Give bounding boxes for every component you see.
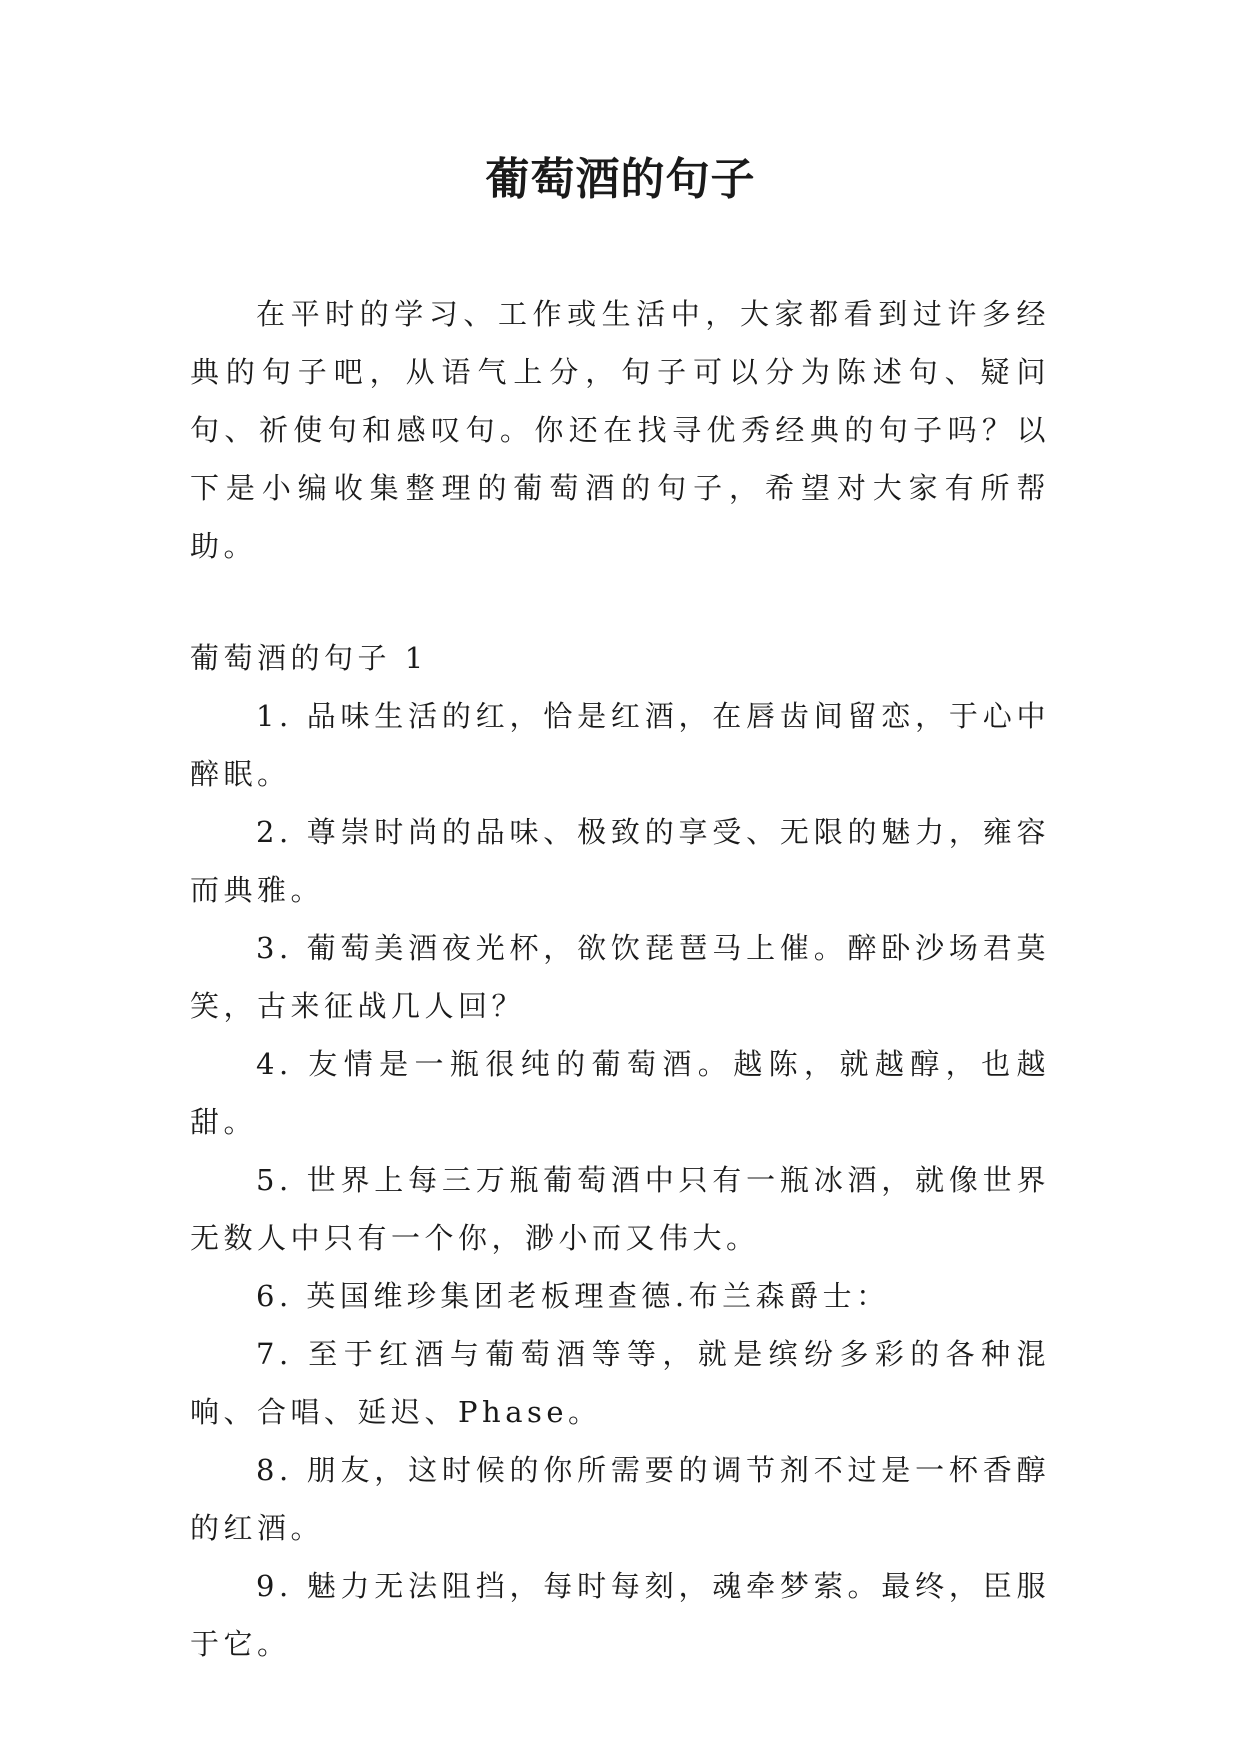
- list-item-7: 7. 至于红酒与葡萄酒等等，就是缤纷多彩的各种混响、合唱、延迟、Phase。: [190, 1337, 1050, 1429]
- list-item-1: 1. 品味生活的红，恰是红酒，在唇齿间留恋，于心中醉眠。: [190, 699, 1050, 791]
- list-item-3: 3. 葡萄美酒夜光杯，欲饮琵琶马上催。醉卧沙场君莫笑，古来征战几人回？: [190, 931, 1050, 1023]
- list-item-4: 4. 友情是一瓶很纯的葡萄酒。越陈，就越醇，也越甜。: [190, 1047, 1050, 1139]
- document-body: [190, 285, 1050, 1673]
- section-heading: 葡萄酒的句子 1: [190, 641, 428, 675]
- list-item-5: 5. 世界上每三万瓶葡萄酒中只有一瓶冰酒，就像世界无数人中只有一个你，渺小而又伟大。: [190, 1163, 1050, 1255]
- page-title: 葡萄酒的句子: [485, 154, 756, 205]
- list-item-6: 6. 英国维珍集团老板理查德.布兰森爵士：: [256, 1279, 890, 1313]
- list-item-2: 2. 尊崇时尚的品味、极致的享受、无限的魅力，雍容而典雅。: [190, 815, 1050, 907]
- intro-paragraph: 在平时的学习、工作或生活中，大家都看到过许多经典的句子吧，从语气上分，句子可以分为陈述句、疑问句、祈使句和感叹句。你还在找寻优秀经典的句子吗？以下是小编收集整理的葡萄酒的句子，希望对大家有所帮助。: [190, 297, 1050, 563]
- list-item-9: 9. 魅力无法阻挡，每时每刻，魂牵梦萦。最终，臣服于它。: [190, 1569, 1050, 1661]
- list-item-8: 8. 朋友，这时候的你所需要的调节剂不过是一杯香醇的红酒。: [190, 1453, 1050, 1545]
